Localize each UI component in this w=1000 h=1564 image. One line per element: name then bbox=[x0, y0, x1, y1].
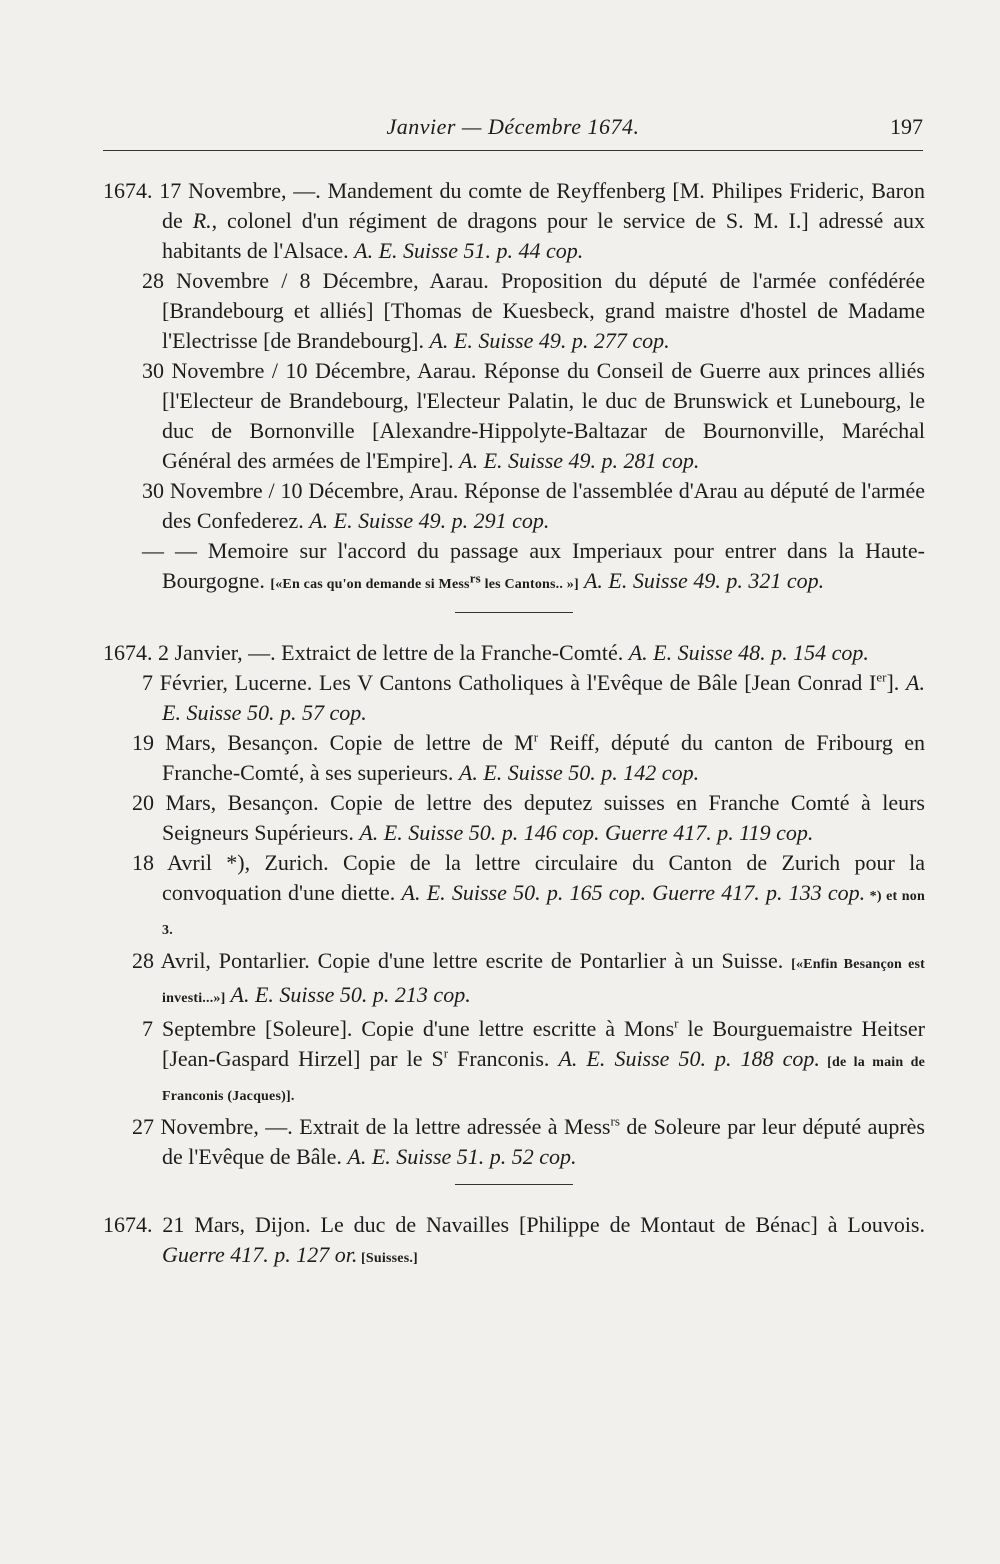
entry bbox=[103, 476, 925, 536]
entry-text: 20 Mars, Besançon. Copie de lettre des deputez suisses en Franche Comté à leurs Seigneurs Supérieurs. bbox=[132, 790, 925, 845]
entry-text: 1674. 2 Janvier, —. Extraict de lettre de la Franche-Comté. bbox=[103, 640, 629, 665]
editorial-note: [de la main de Franconis (Jacques)]. bbox=[162, 1055, 926, 1104]
entry-text: , colonel d'un régiment de dragons pour le service de S. M. I.] adressé aux habitants de l'Alsace. bbox=[162, 208, 926, 263]
entry-text: ]. bbox=[886, 670, 907, 695]
archive-reference: Guerre 417. p. 127 or. bbox=[162, 1242, 358, 1267]
entry-text: 27 Novembre, —. Extrait de la lettre adressée à Mess bbox=[132, 1114, 611, 1139]
archive-reference: A. E. Suisse 50. p. 142 cop. bbox=[458, 760, 700, 785]
entry-italic: R. bbox=[192, 208, 212, 233]
entry bbox=[103, 946, 925, 1014]
entry bbox=[103, 266, 925, 356]
entry-text: 28 Avril, Pontarlier. Copie d'une lettre escrite de Pontarlier à un Suisse. bbox=[132, 948, 792, 973]
entry bbox=[103, 1210, 925, 1274]
archive-reference: A. E. Suisse 48. p. 154 cop. bbox=[628, 640, 869, 665]
entry-group-3 bbox=[103, 1210, 925, 1274]
entry bbox=[103, 788, 925, 848]
page-header bbox=[103, 114, 923, 151]
entry-text: de Soleure par leur député auprès de l'Evêque de Bâle. bbox=[162, 1114, 925, 1169]
entry bbox=[103, 536, 925, 600]
page-number: 197 bbox=[890, 114, 923, 139]
entry bbox=[103, 638, 925, 668]
archive-reference: A. E. Suisse 49. p. 321 cop. bbox=[578, 568, 825, 593]
entry bbox=[103, 668, 925, 728]
superscript: r bbox=[533, 729, 539, 745]
entry bbox=[103, 848, 925, 946]
note-text: [«En cas qu'on demande si Mess bbox=[270, 577, 470, 592]
superscript: er bbox=[876, 669, 887, 685]
archive-reference: A. E. Suisse 50. p. 57 cop. bbox=[162, 670, 925, 725]
body-text bbox=[103, 176, 925, 1274]
entry-text: 19 Mars, Besançon. Copie de lettre de M bbox=[132, 730, 534, 755]
editorial-note bbox=[270, 570, 579, 592]
entry bbox=[103, 1014, 925, 1112]
editorial-note: [Suisses.] bbox=[357, 1251, 418, 1266]
entry-text: — — Memoire sur l'accord du passage aux Imperiaux pour entrer dans la Haute-Bourgogne. bbox=[142, 538, 925, 593]
entry bbox=[103, 728, 925, 788]
entry-text: Franconis. bbox=[448, 1046, 559, 1071]
footnote-marker: *) et non 3. bbox=[162, 889, 925, 938]
archive-reference: A. E. Suisse 49. p. 291 cop. bbox=[309, 508, 550, 533]
entry-text: le Bourguemaistre Heitser [Jean-Gaspard Hirzel] par le S bbox=[162, 1016, 925, 1071]
archive-reference: A. E. Suisse 51. p. 44 cop. bbox=[354, 238, 584, 263]
archive-reference: A. E. Suisse 49. p. 281 cop. bbox=[459, 448, 700, 473]
entry-group-1 bbox=[103, 176, 925, 600]
entry-text: 30 Novembre / 10 Décembre, Arau. Réponse de l'assemblée d'Arau au député de l'armée des Confederez. bbox=[142, 478, 925, 533]
archive-reference: A. E. Suisse 50. p. 188 cop. bbox=[558, 1046, 820, 1071]
superscript: r bbox=[674, 1015, 679, 1031]
archive-reference: A. E. Suisse 51. p. 52 cop. bbox=[347, 1144, 577, 1169]
entry-text: 1674. 21 Mars, Dijon. Le duc de Navailles [Philippe de Montaut de Bénac] à Louvois. bbox=[103, 1212, 925, 1237]
superscript: rs bbox=[469, 570, 481, 586]
superscript: rs bbox=[610, 1113, 620, 1129]
archive-reference: A. E. Suisse 50. p. 165 cop. Guerre 417. p. 133 cop. bbox=[401, 880, 866, 905]
entry-text: 7 Février, Lucerne. Les V Cantons Catholiques à l'Evêque de Bâle [Jean Conrad I bbox=[142, 670, 877, 695]
entry-text: 30 Novembre / 10 Décembre, Aarau. Réponse du Conseil de Guerre aux princes alliés [l'Electeur de Brandebourg, l'Electeur Palatin, le duc de Brunswick et Lunebourg, le duc de Bornonville [Alexandre-Hippolyte-Baltazar de Bournonville, Maréchal Général des armées de l'Empire]. bbox=[142, 358, 925, 473]
archive-reference: A. E. Suisse 50. p. 213 cop. bbox=[225, 982, 471, 1007]
entry bbox=[103, 1112, 925, 1172]
archive-reference: A. E. Suisse 50. p. 146 cop. Guerre 417. p. 119 cop. bbox=[359, 820, 814, 845]
archive-reference: A. E. Suisse 49. p. 277 cop. bbox=[429, 328, 670, 353]
entry-text: 28 Novembre / 8 Décembre, Aarau. Proposition du député de l'armée confédérée [Brandebourg et alliés] [Thomas de Kuesbeck, grand maistre d'hostel de Madame l'Electrisse [de Brandebourg]. bbox=[142, 268, 925, 353]
running-title: Janvier — Décembre 1674. bbox=[386, 114, 640, 139]
entry-text: 1674. 17 Novembre, —. Mandement du comte de Reyffenberg [M. Philipes Frideric, Baron de bbox=[103, 178, 925, 233]
superscript: r bbox=[443, 1045, 449, 1061]
entry-text: Reiff, député du canton de Fribourg en Franche-Comté, à ses superieurs. bbox=[162, 730, 925, 785]
entry-text: 7 Septembre [Soleure]. Copie d'une lettre escritte à Mons bbox=[142, 1016, 675, 1041]
note-text: les Cantons.. »] bbox=[480, 577, 579, 592]
entry-text: 18 Avril *), Zurich. Copie de la lettre circulaire du Canton de Zurich pour la convoquation d'une diette. bbox=[132, 850, 925, 905]
entry bbox=[103, 176, 925, 266]
entry-group-2 bbox=[103, 638, 925, 1172]
entry bbox=[103, 356, 925, 476]
editorial-note: [«Enfin Besançon est investi...»] bbox=[162, 957, 926, 1006]
